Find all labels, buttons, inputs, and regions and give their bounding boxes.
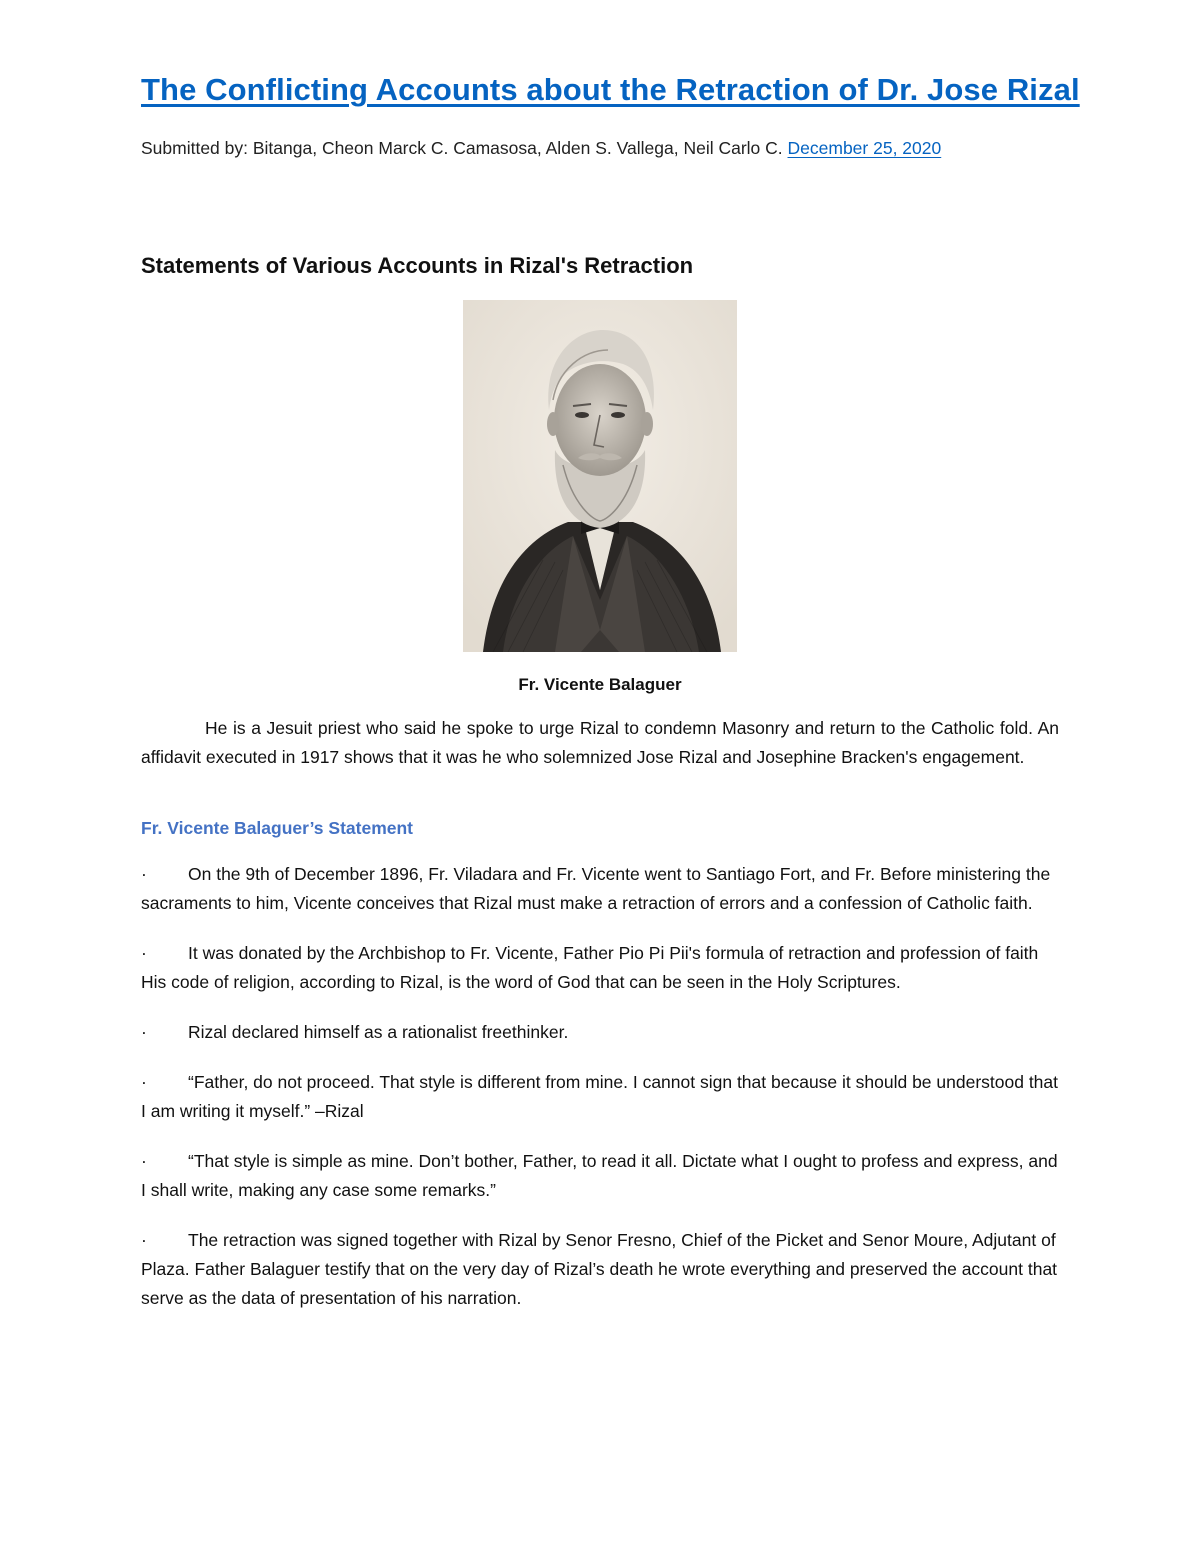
byline-authors: Submitted by: Bitanga, Cheon Marck C. Camasosa, Alden S. Vallega, Neil Carlo C.: [141, 138, 788, 158]
list-item-text: “Father, do not proceed. That style is different from mine. I cannot sign that because it should be understood that I am writing it myself.” –Rizal: [141, 1072, 1059, 1121]
byline: [141, 138, 941, 159]
document-title[interactable]: The Conflicting Accounts about the Retraction of Dr. Jose Rizal: [141, 72, 1080, 107]
bullet-marker: ·: [141, 1022, 147, 1042]
section-heading: Statements of Various Accounts in Rizal's Retraction: [141, 253, 694, 278]
list-item: [141, 1068, 1066, 1126]
list-item-text: The retraction was signed together with Rizal by Senor Fresno, Chief of the Picket and Senor Moure, Adjutant of Plaza. Father Balaguer testify that on the very day of Rizal’s death he wrote everything and preserved the account that serve as the data of presentation of his narration.: [141, 1230, 1058, 1308]
list-item-text: It was donated by the Archbishop to Fr. Vicente, Father Pio Pi Pii's formula of retraction and profession of faith His code of religion, according to Rizal, is the word of God that can be seen in the Holy Scriptures.: [141, 943, 1039, 992]
bullet-marker: ·: [141, 1151, 147, 1171]
list-item: [141, 939, 1066, 997]
list-item-text: On the 9th of December 1896, Fr. Viladara and Fr. Vicente went to Santiago Fort, and Fr. Before ministering the sacraments to him, Vicente conceives that Rizal must make a retraction of errors and a confession of Catholic faith.: [141, 864, 1051, 913]
bullet-marker: ·: [141, 943, 147, 963]
statement-list: [141, 860, 1066, 1334]
list-item: [141, 1226, 1066, 1313]
portrait-caption: Fr. Vicente Balaguer: [518, 675, 682, 694]
bullet-marker: ·: [141, 1072, 147, 1092]
date-link[interactable]: December 25, 2020: [787, 138, 942, 158]
list-item: [141, 1018, 1066, 1047]
statement-subheading: Fr. Vicente Balaguer’s Statement: [141, 818, 414, 838]
bullet-marker: ·: [141, 1230, 147, 1250]
intro-paragraph: He is a Jesuit priest who said he spoke to urge Rizal to condemn Masonry and return to the Catholic fold. An affidavit executed in 1917 shows that it was he who solemnized Jose Rizal and Josephine Bracken's engagement.: [141, 718, 1059, 767]
list-item: [141, 1147, 1066, 1205]
bullet-marker: ·: [141, 864, 147, 884]
list-item: [141, 860, 1066, 918]
list-item-text: Rizal declared himself as a rationalist freethinker.: [188, 1022, 569, 1042]
portrait-image: [463, 300, 737, 652]
list-item-text: “That style is simple as mine. Don’t bother, Father, to read it all. Dictate what I ought to profess and express, and I shall write, making any case some remarks.”: [141, 1151, 1058, 1200]
